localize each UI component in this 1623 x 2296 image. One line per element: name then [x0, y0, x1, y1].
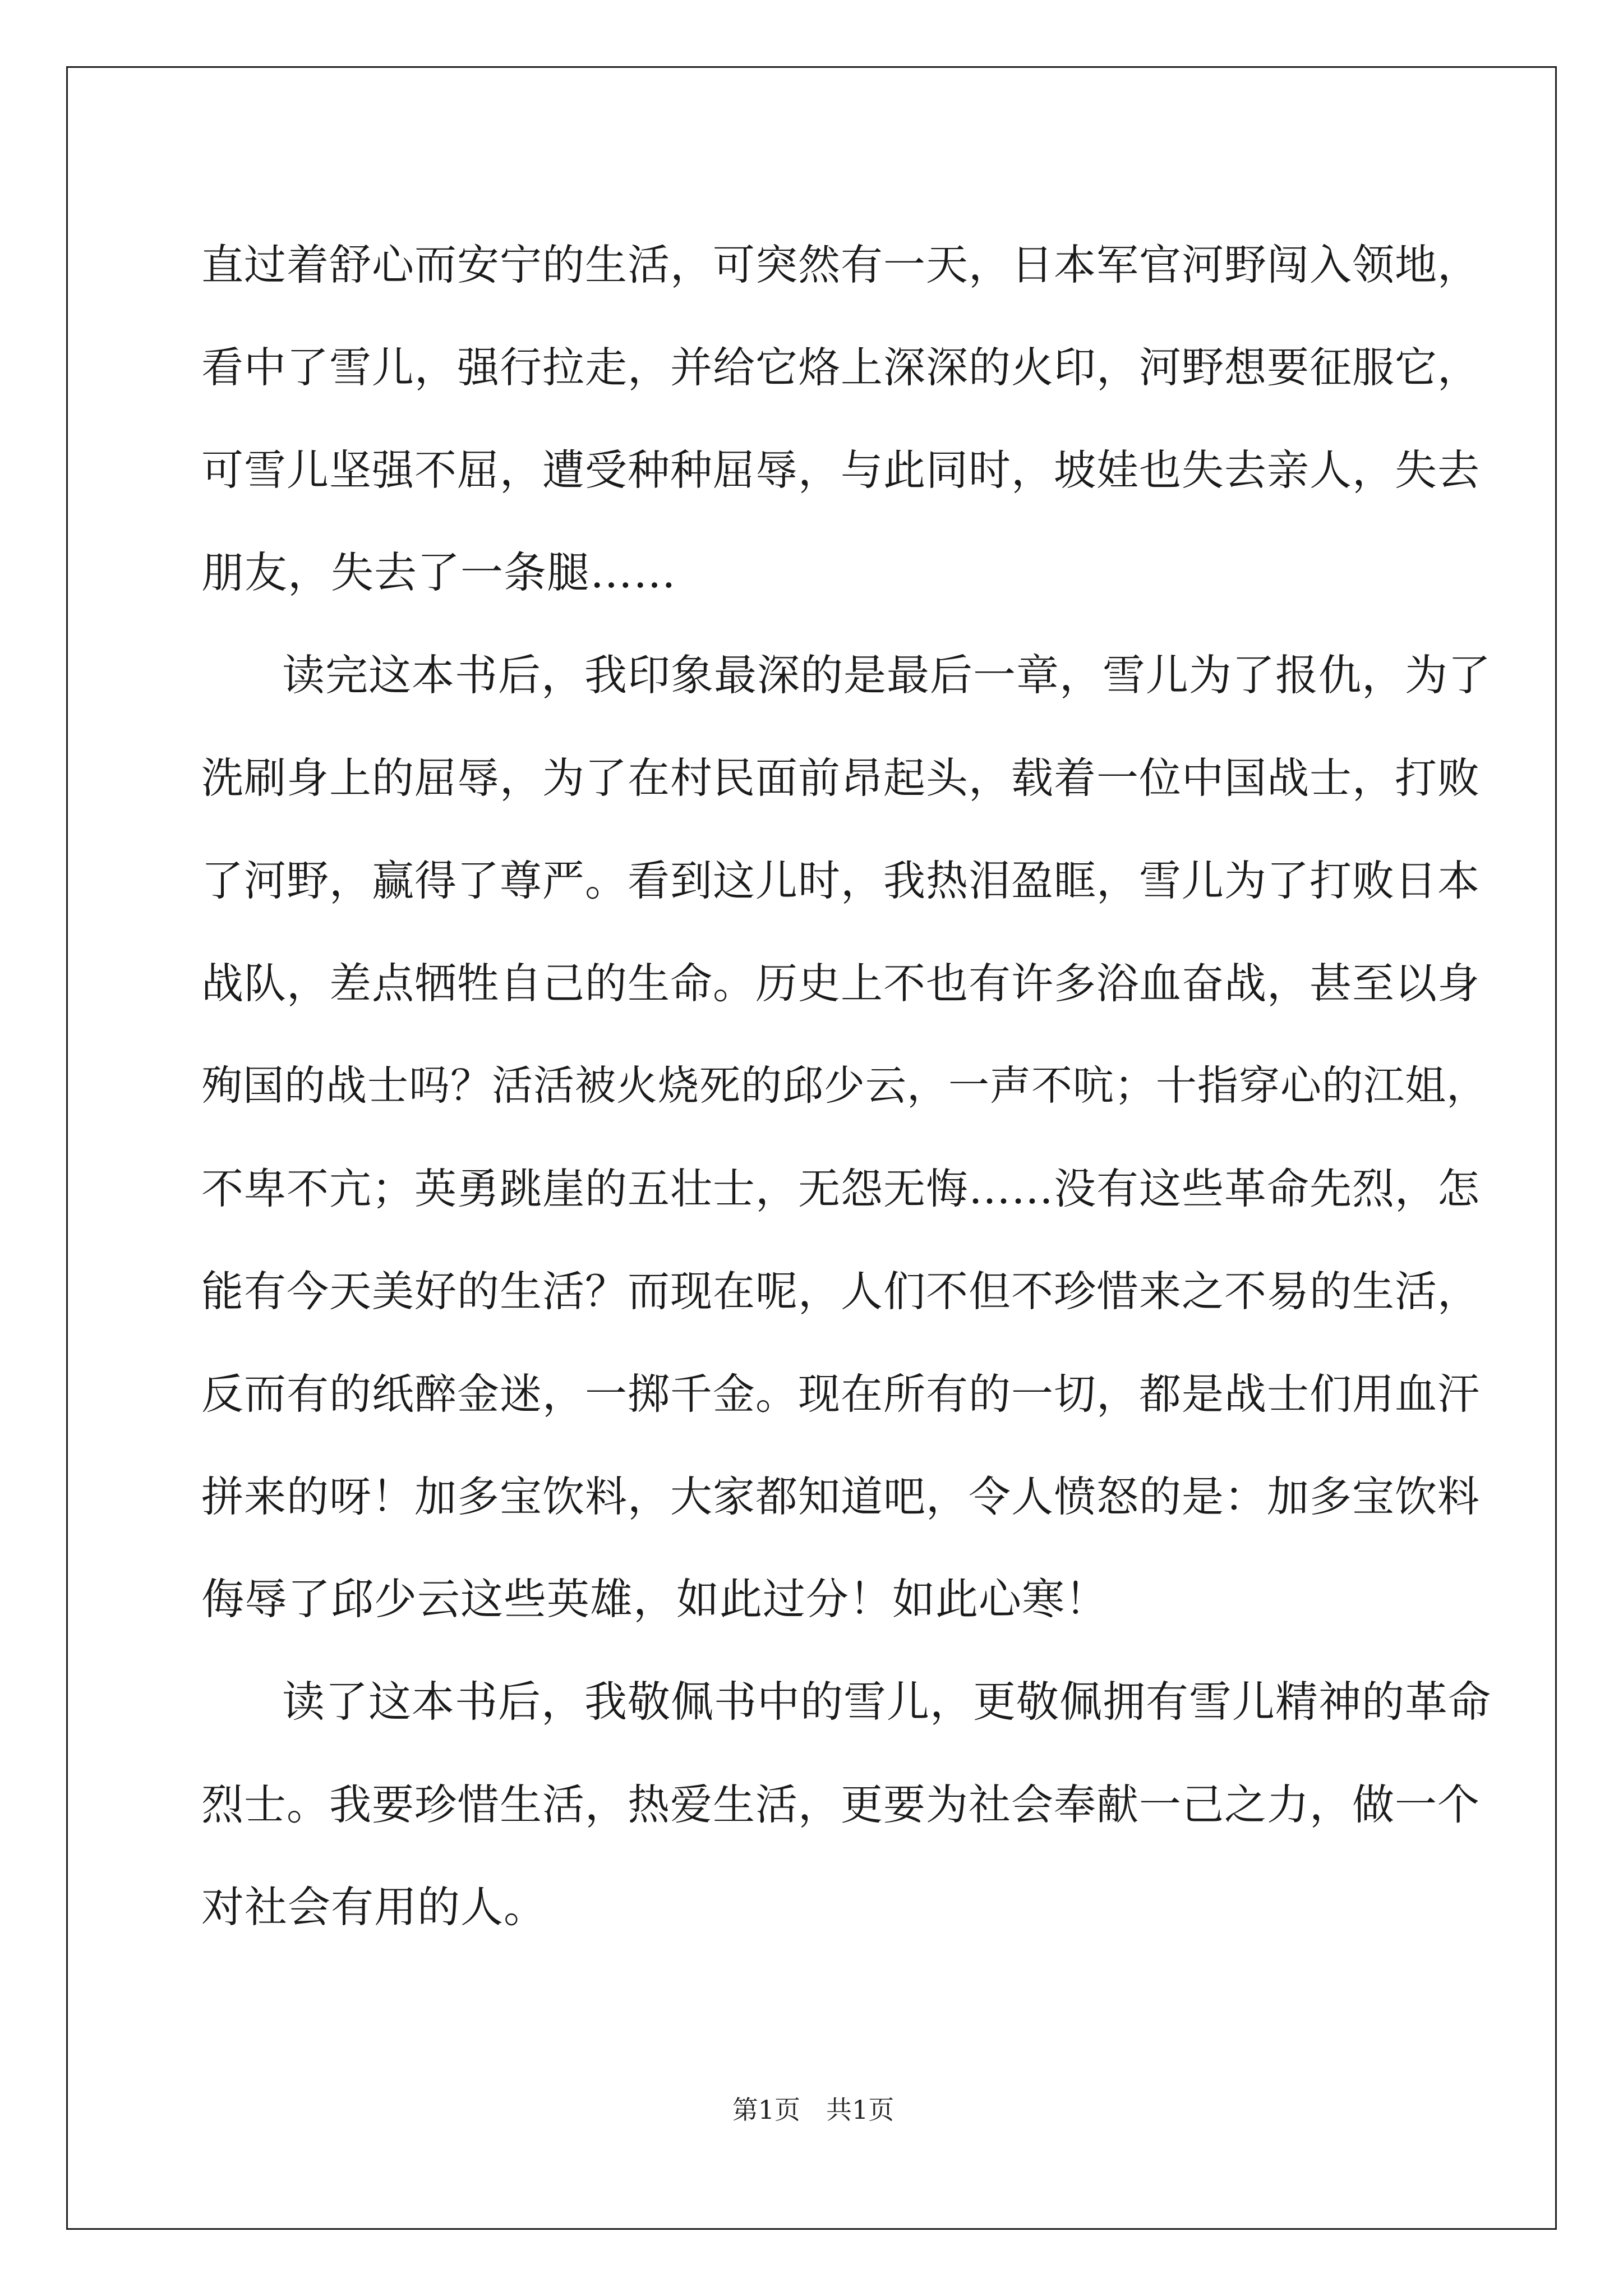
text-line: 能有今天美好的生活？而现在呢，人们不但不珍惜来之不易的生活，: [201, 1267, 1481, 1316]
text-line: 直过着舒心而安宁的生活，可突然有一天，日本军官河野闯入领地，: [201, 240, 1481, 289]
page-number-footer: 第1页 共1页: [732, 2095, 895, 2125]
paragraph-first-line: 读完这本书后，我印象最深的是最后一章，雪儿为了报仇，为了: [282, 650, 1491, 700]
text-line: 烈士。我要珍惜生活，热爱生活，更要为社会奉献一己之力，做一个: [201, 1780, 1481, 1829]
text-line: 洗刷身上的屈辱，为了在村民面前昂起头，载着一位中国战士，打败: [201, 753, 1481, 803]
paragraph-first-line: 读了这本书后，我敬佩书中的雪儿，更敬佩拥有雪儿精神的革命: [282, 1677, 1491, 1727]
text-line: 反而有的纸醉金迷，一掷千金。现在所有的一切，都是战士们用血汗: [201, 1369, 1481, 1419]
text-line: 对社会有用的人。: [201, 1882, 547, 1932]
text-line: 战队，差点牺牲自己的生命。历史上不也有许多浴血奋战，甚至以身: [201, 959, 1481, 1008]
page-frame: [66, 66, 1557, 2230]
text-line: 看中了雪儿，强行拉走，并给它烙上深深的火印，河野想要征服它，: [201, 343, 1481, 392]
text-line: 拼来的呀！加多宝饮料，大家都知道吧，令人愤怒的是：加多宝饮料: [201, 1472, 1481, 1521]
text-line: 不卑不亢；英勇跳崖的五壮士，无怨无悔……没有这些革命先烈，怎: [201, 1164, 1481, 1213]
text-line: 可雪儿坚强不屈，遭受种种屈辱，与此同时，坡娃也失去亲人，失去: [201, 445, 1481, 495]
text-line: 朋友，失去了一条腿……: [201, 547, 676, 597]
text-line: 侮辱了邱少云这些英雄，如此过分！如此心寒！: [201, 1574, 1108, 1624]
text-line: 了河野，赢得了尊严。看到这儿时，我热泪盈眶，雪儿为了打败日本: [201, 856, 1481, 905]
text-line: 殉国的战士吗？活活被火烧死的邱少云，一声不吭；十指穿心的江姐，: [201, 1062, 1488, 1110]
